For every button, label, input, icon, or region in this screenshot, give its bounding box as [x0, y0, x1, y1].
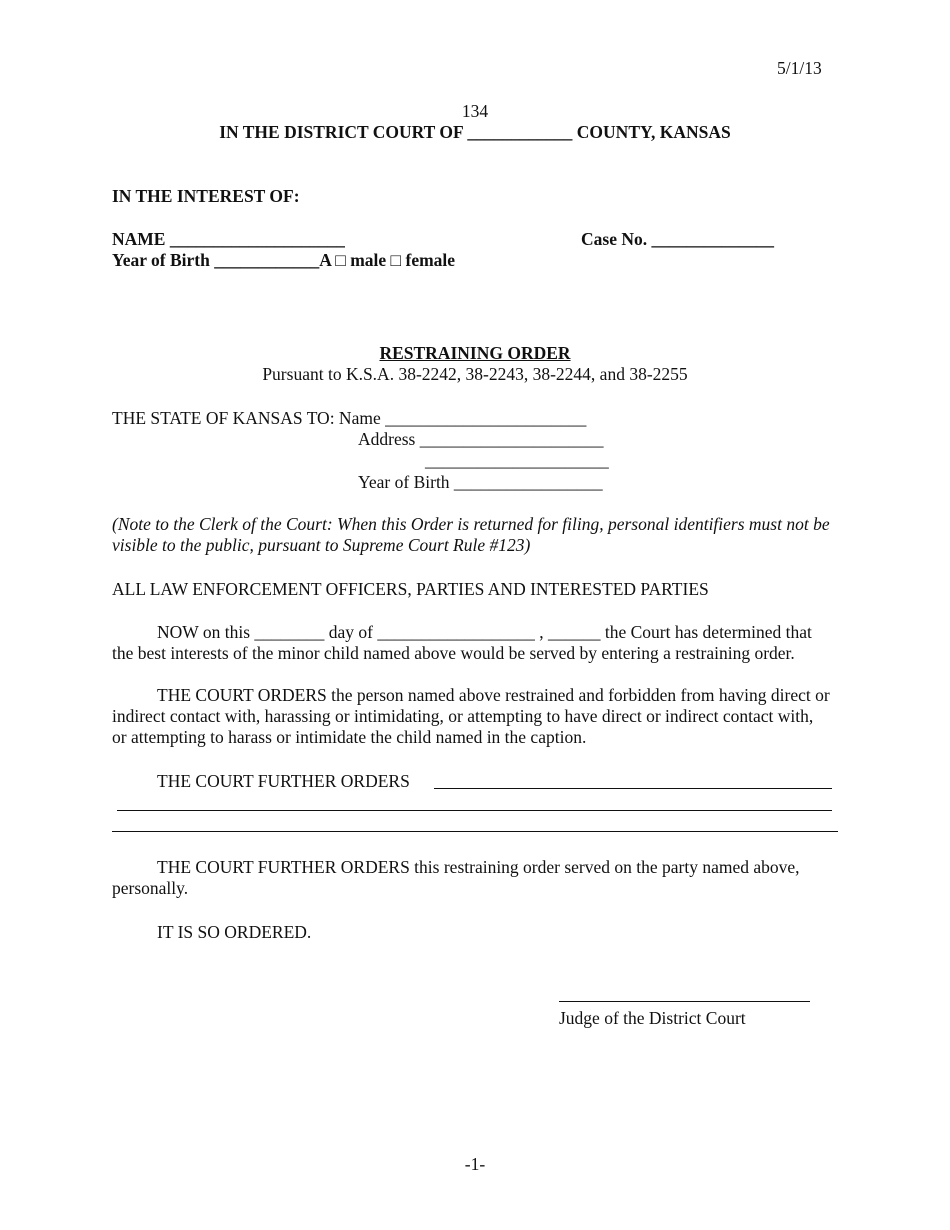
recipients-line: ALL LAW ENFORCEMENT OFFICERS, PARTIES AND INTERESTED PARTIES: [112, 579, 709, 599]
statute-reference: Pursuant to K.S.A. 38-2242, 38-2243, 38-2244, and 38-2255: [262, 364, 688, 384]
state-to-name-line: THE STATE OF KANSAS TO: Name _______________________: [112, 408, 587, 428]
document-heading: RESTRAINING ORDER: [379, 343, 571, 363]
service-order-paragraph: THE COURT FURTHER ORDERS this restraining order served on the party named above, personally.: [112, 857, 800, 898]
interest-of-label: IN THE INTEREST OF:: [112, 186, 300, 206]
court-title: IN THE DISTRICT COURT OF ____________ COUNTY, KANSAS: [219, 122, 731, 142]
judge-signature-label: Judge of the District Court: [559, 1008, 746, 1028]
court-orders-paragraph: THE COURT ORDERS the person named above restrained and forbidden from having direct or indirect contact with, harassing or intimidating, or attempting to have direct or indirect contact with, or attempting to harass or intimidate the child named in the caption.: [112, 685, 830, 747]
determination-paragraph: NOW on this ________ day of __________________ , ______ the Court has determined that the best interests of the minor child named above would be served by entering a restraining order.: [112, 622, 812, 663]
clerk-note: (Note to the Clerk of the Court: When this Order is returned for filing, personal identifiers must not be visible to the public, pursuant to Supreme Court Rule #123): [112, 514, 830, 555]
year-of-birth-line: Year of Birth _________________: [358, 472, 603, 492]
form-date: 5/1/13: [777, 58, 822, 78]
birth-sex-line: Year of Birth ____________A □ male □ female: [112, 250, 456, 270]
case-number-line: Case No. ______________: [581, 229, 774, 249]
name-line: NAME ____________________: [112, 229, 345, 249]
signature-line: [559, 1001, 810, 1002]
further-orders-blank-3: [112, 831, 838, 832]
address-line: Address _____________________: [358, 429, 604, 449]
further-orders-blank-1: [434, 788, 832, 789]
page-number: -1-: [464, 1154, 486, 1174]
so-ordered: IT IS SO ORDERED.: [157, 922, 312, 942]
further-orders-label: THE COURT FURTHER ORDERS: [157, 771, 410, 791]
further-orders-blank-2: [117, 810, 832, 811]
address-continuation-line: _____________________: [425, 450, 609, 470]
form-number: 134: [461, 101, 489, 121]
